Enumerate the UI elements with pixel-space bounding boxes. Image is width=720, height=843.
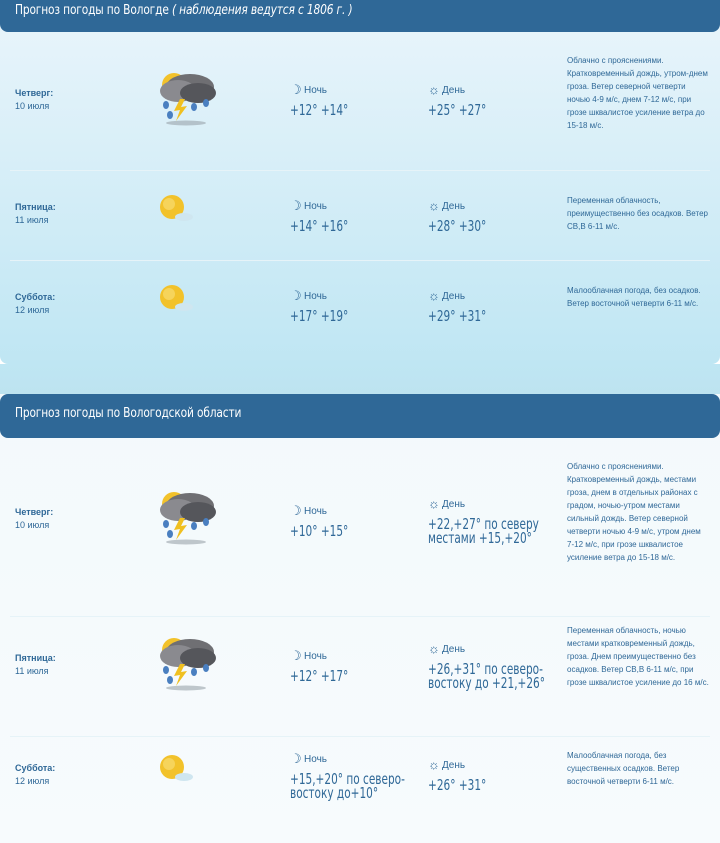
day-temperature: +29° +31°	[428, 307, 487, 325]
day-date: 11 июля	[15, 215, 49, 225]
weather-description: Облачно с прояснениями. Кратковременный дождь, утром-днем гроза. Ветер северной четверти ночью 4-9 м/с, днем 7-12 м/с, при грозе шквалистое усиление ветра до 15-18 м/с.	[567, 56, 708, 130]
night-forecast: ☽ Ночь +12° +17°	[290, 648, 349, 685]
weather-description: Малооблачная погода, без осадков. Ветер восточной четверти 6-11 м/с.	[567, 286, 701, 308]
sun-icon: ☼	[428, 496, 440, 511]
moon-icon: ☽	[290, 648, 302, 663]
night-forecast: ☽ Ночь +17° +19°	[290, 288, 349, 325]
night-forecast: ☽ Ночь +15,+20° по северо- востоку до+10°	[290, 751, 405, 802]
day-name: Суббота:	[15, 763, 56, 773]
city-forecast-block	[0, 0, 720, 364]
day-forecast: ☼ День +26° +31°	[428, 757, 487, 794]
night-forecast: ☽ Ночь +12° +14°	[290, 82, 349, 119]
section-gap	[0, 364, 720, 394]
weather-description: Переменная облачность, ночью местами кратковременный дождь, гроза. Днем преимущественно без осадков. Ветер СВ,В 6-11 м/с, при грозе шквалистое усиление до 16 м/с.	[567, 626, 709, 687]
night-temperature-line2: востоку до+10°	[290, 784, 379, 802]
sun-icon: ☼	[428, 288, 440, 303]
forecast-date	[15, 291, 55, 317]
night-temperature-line1: +15,+20° по северо-	[290, 770, 405, 788]
moon-icon: ☽	[290, 288, 302, 303]
night-temperature: +12° +14°	[290, 101, 349, 119]
day-date: 12 июля	[15, 305, 50, 315]
day-forecast: ☼ День +26,+31° по северо- востоку до +21,+26°	[428, 641, 546, 692]
day-temperature-line1: +26,+31° по северо-	[428, 660, 543, 678]
weather-description: Облачно с прояснениями. Кратковременный дождь, местами гроза, днем в отдельных районах с градом, ночью-утром местами сильный дождь. Ветер северной четверти ночью 4-9 м/с, утром днем 7-12 м/с, при грозе шквалистое усиление ветра до 15-18 м/с.	[567, 462, 701, 562]
region-forecast-header	[0, 394, 720, 438]
day-temperature: +28° +30°	[428, 217, 487, 235]
day-name: Пятница:	[15, 202, 56, 212]
day-name: Суббота:	[15, 292, 56, 302]
day-name: Четверг:	[15, 88, 54, 98]
thunderstorm-icon	[150, 630, 222, 697]
sun-cloud-icon	[154, 192, 194, 231]
moon-icon: ☽	[290, 503, 302, 518]
sun-icon: ☼	[428, 198, 440, 213]
forecast-row-friday	[0, 170, 720, 260]
day-forecast: ☼ День +22,+27° по северу местами +15,+20°	[428, 496, 539, 547]
night-forecast: ☽ Ночь +14° +16°	[290, 198, 349, 235]
day-temperature: +26° +31°	[428, 776, 487, 794]
moon-icon: ☽	[290, 82, 302, 97]
night-forecast: ☽ Ночь +10° +15°	[290, 503, 349, 540]
moon-icon: ☽	[290, 198, 302, 213]
city-forecast-subtitle: ( наблюдения ведутся с 1806 г. )	[171, 3, 353, 18]
day-date: 12 июля	[15, 776, 50, 786]
sun-cloud-icon	[154, 282, 194, 321]
forecast-date	[15, 652, 56, 678]
weather-description: Переменная облачность, преимущественно без осадков. Ветер СВ,В 6-11 м/с.	[567, 196, 708, 231]
forecast-date	[15, 506, 53, 532]
city-forecast-header	[0, 0, 720, 32]
region-forecast-block	[0, 394, 720, 843]
sun-icon: ☼	[428, 641, 440, 656]
forecast-date	[15, 87, 53, 113]
day-forecast: ☼ День +25° +27°	[428, 82, 487, 119]
thunderstorm-icon	[150, 65, 222, 132]
forecast-row-friday	[0, 616, 720, 736]
day-date: 10 июля	[15, 520, 50, 530]
night-temperature: +17° +19°	[290, 307, 349, 325]
forecast-row-saturday	[0, 260, 720, 350]
thunderstorm-icon	[150, 484, 222, 551]
day-forecast: ☼ День +28° +30°	[428, 198, 487, 235]
day-name: Четверг:	[15, 507, 54, 517]
forecast-row-thursday	[0, 50, 720, 170]
day-temperature: +25° +27°	[428, 101, 487, 119]
night-temperature: +10° +15°	[290, 522, 349, 540]
moon-icon: ☽	[290, 751, 302, 766]
weather-description: Малооблачная погода, без существенных осадков. Ветер восточной четверти 6-11 м/с.	[567, 751, 680, 786]
sun-cloud-icon	[154, 752, 194, 791]
night-temperature: +14° +16°	[290, 217, 349, 235]
day-name: Пятница:	[15, 653, 56, 663]
sun-icon: ☼	[428, 757, 440, 772]
forecast-row-saturday	[0, 736, 720, 836]
day-forecast: ☼ День +29° +31°	[428, 288, 487, 325]
day-temperature-line2: местами +15,+20°	[428, 529, 532, 547]
day-temperature-line2: востоку до +21,+26°	[428, 674, 546, 692]
day-date: 11 июля	[15, 666, 49, 676]
city-forecast-title: Прогноз погоды по Вологде	[15, 3, 169, 18]
forecast-row-thursday	[0, 454, 720, 614]
day-date: 10 июля	[15, 101, 50, 111]
sun-icon: ☼	[428, 82, 440, 97]
region-forecast-title: Прогноз погоды по Вологодской области	[15, 406, 242, 421]
forecast-date	[15, 201, 56, 227]
day-temperature-line1: +22,+27° по северу	[428, 515, 539, 533]
night-temperature: +12° +17°	[290, 667, 349, 685]
forecast-date	[15, 762, 55, 788]
